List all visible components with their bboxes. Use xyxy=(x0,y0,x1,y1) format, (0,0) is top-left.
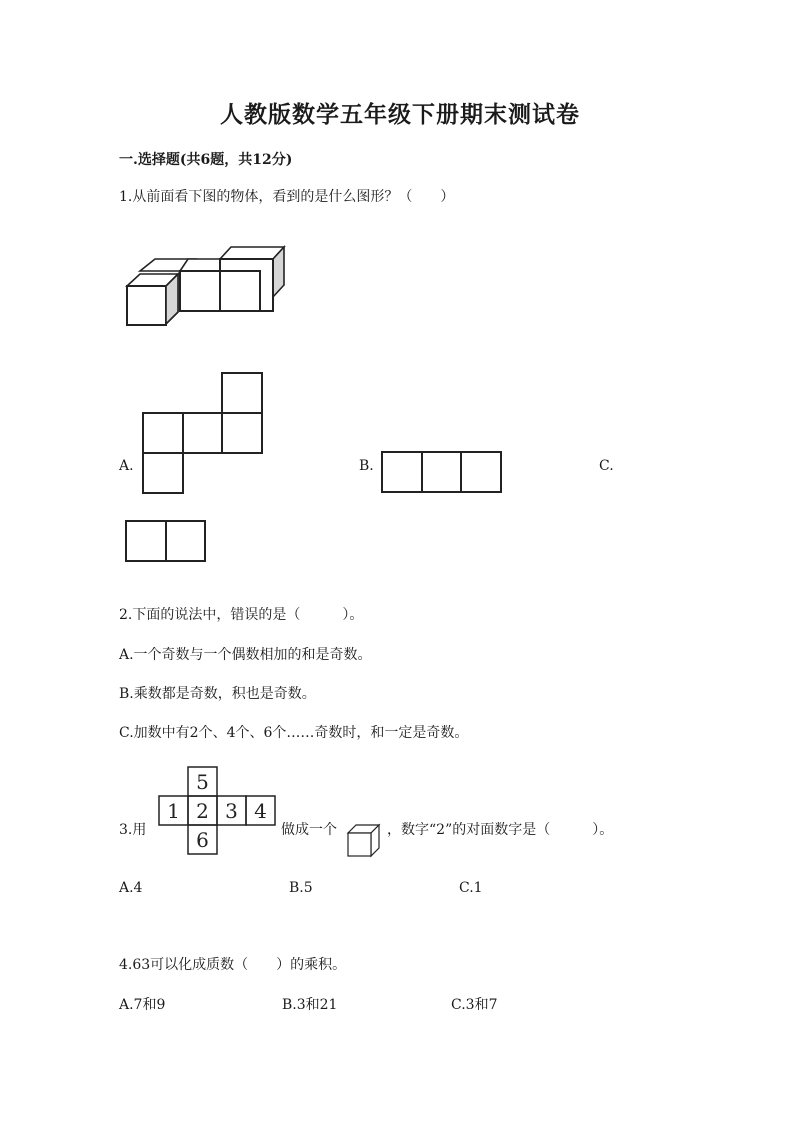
question-3-cube-icon xyxy=(346,821,382,857)
net-number-top: 5 xyxy=(196,770,209,794)
question-3-cube-net xyxy=(158,766,278,856)
question-4-option-b: B.3和21 xyxy=(282,997,338,1013)
section-heading: 一.选择题(共6题，共12分) xyxy=(119,152,293,168)
question-4-option-c: C.3和7 xyxy=(451,997,498,1013)
net-number-row-4: 4 xyxy=(254,799,267,823)
question-3-suffix: ，数字“2”的对面数字是（ ）。 xyxy=(387,822,614,838)
question-1-option-c-label: C. xyxy=(599,458,614,474)
question-4-stem: 4.63可以化成质数（ ）的乘积。 xyxy=(119,957,347,973)
question-3-option-c: C.1 xyxy=(459,880,483,896)
question-1-cube-figure xyxy=(120,240,290,335)
net-number-row-1: 1 xyxy=(167,799,180,823)
question-3-prefix: 3.用 xyxy=(119,822,147,838)
question-1-stem: 1.从前面看下图的物体，看到的是什么图形？（ ） xyxy=(119,189,455,205)
question-1-option-a-label: A. xyxy=(119,458,134,474)
question-2-option-b: B.乘数都是奇数，积也是奇数。 xyxy=(119,686,316,702)
question-1-option-b-label: B. xyxy=(359,458,374,474)
question-3-option-b: B.5 xyxy=(289,880,313,896)
question-3-middle: 做成一个 xyxy=(281,822,337,838)
net-number-row-3: 3 xyxy=(225,799,238,823)
net-number-row-2: 2 xyxy=(196,799,209,823)
question-2-stem: 2.下面的说法中，错误的是（ ）。 xyxy=(119,607,364,623)
question-2-option-a: A.一个奇数与一个偶数相加的和是奇数。 xyxy=(119,647,372,663)
question-1-option-c-figure xyxy=(125,520,207,562)
net-number-bottom: 6 xyxy=(196,828,209,852)
page-title: 人教版数学五年级下册期末测试卷 xyxy=(220,101,580,128)
question-3-option-a: A.4 xyxy=(119,880,143,896)
question-1-option-a-figure xyxy=(142,372,264,494)
question-4-option-a: A.7和9 xyxy=(119,997,166,1013)
question-2-option-c: C.加数中有2个、4个、6个……奇数时，和一定是奇数。 xyxy=(119,725,469,741)
question-1-option-b-figure xyxy=(381,451,503,493)
